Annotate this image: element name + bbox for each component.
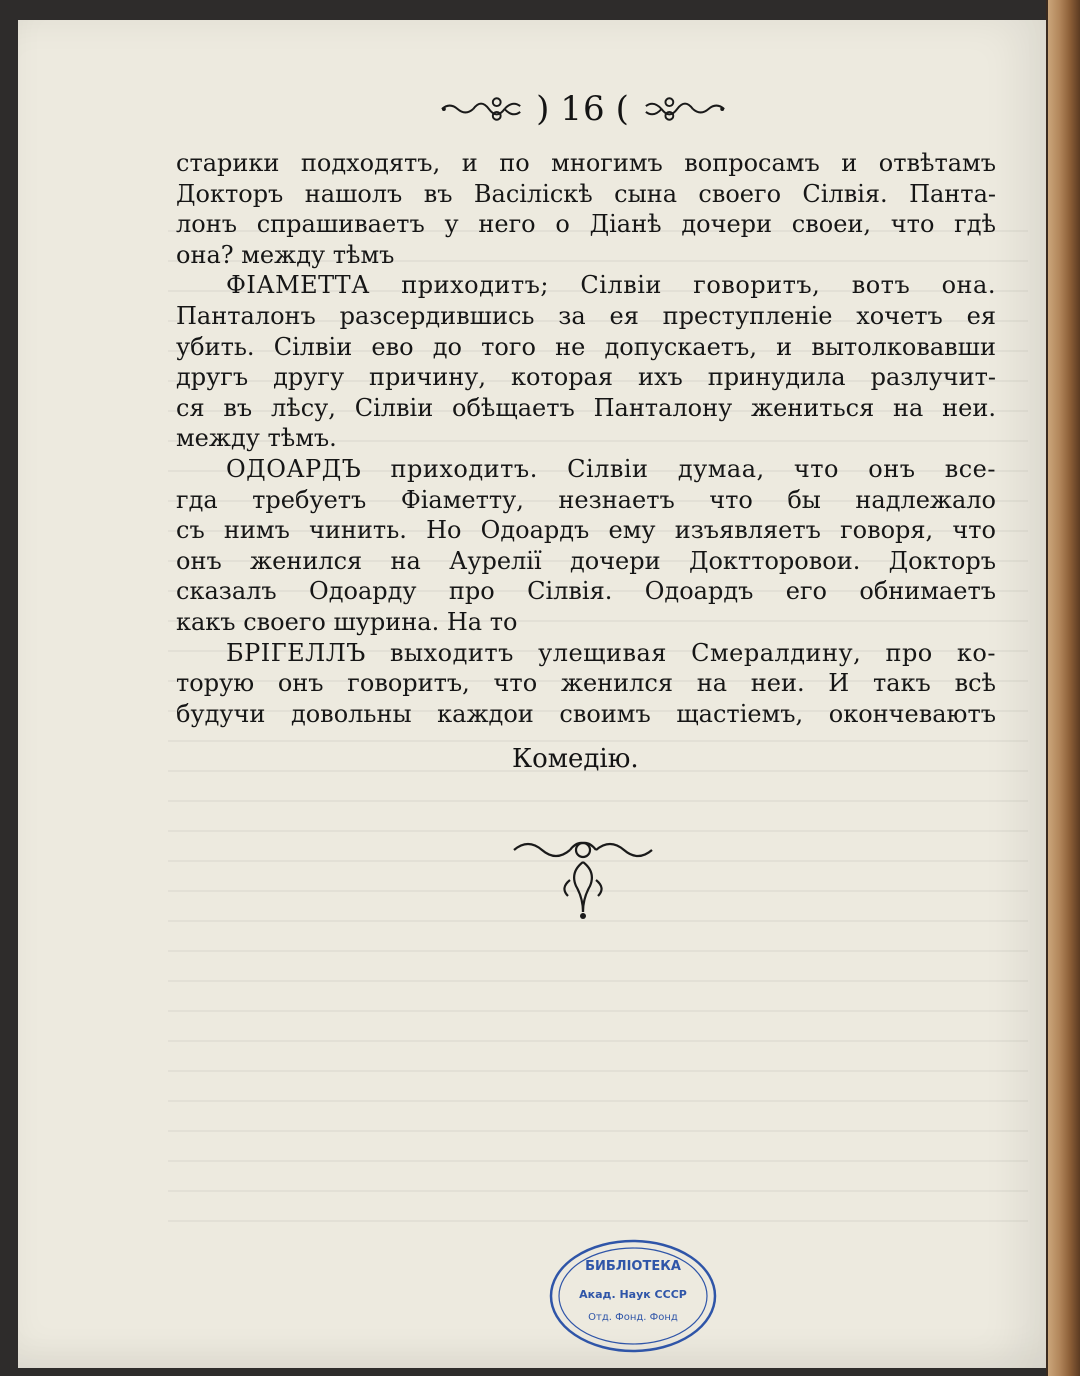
text-line: гда требуетъ Фіаметту, незнаетъ что бы надлежало xyxy=(176,485,996,514)
tailpiece-ornament-icon xyxy=(508,832,658,922)
page-header xyxy=(438,86,728,132)
left-ornament-icon xyxy=(438,92,526,126)
text-line: ФІАМЕТТА приходитъ; Сілвіи говоритъ, вотъ она. xyxy=(226,271,996,300)
text-line: другъ другу причину, которая ихъ принудила разлучит- xyxy=(176,363,996,392)
text-line: будучи довольны каждои своимъ щастіемъ, окончеваютъ xyxy=(176,699,996,728)
text-line: Докторъ нашолъ въ Васіліскѣ сына своего Сілвія. Панта- xyxy=(176,179,996,208)
paragraph-3 xyxy=(176,454,996,638)
library-stamp xyxy=(546,1236,720,1356)
text-line: онъ женился на Аурелії дочери Доктторовои. Докторъ xyxy=(176,546,996,575)
book-spine xyxy=(1048,0,1080,1376)
right-ornament-icon xyxy=(640,92,728,126)
text-line: съ нимъ чинить. Но Одоардъ ему изъявляетъ говоря, что xyxy=(176,516,996,545)
text-line: убить. Сілвіи ево до того не допускаетъ, и вытолковавши xyxy=(176,332,996,361)
text-line: ся въ лѣсу, Сілвіи обѣщаетъ Панталону жениться на неи. xyxy=(176,393,996,422)
text-line: какъ своего шурина. На то xyxy=(176,607,518,636)
stamp-line-1: БИБЛІОТЕКА xyxy=(585,1259,681,1274)
text-line: она? между тѣмъ xyxy=(176,240,395,269)
text-line: лонъ спрашиваетъ у него о Діанѣ дочери своеи, что гдѣ xyxy=(176,210,996,239)
stamp-line-3: Отд. Фонд. Фонд xyxy=(588,1312,678,1323)
text-line: торую онъ говоритъ, что женился на неи. И такъ всѣ xyxy=(176,669,996,698)
paragraph-1 xyxy=(176,148,996,270)
ending-word: Комедію. xyxy=(512,744,639,774)
body-text xyxy=(176,148,996,729)
book-page xyxy=(18,20,1048,1368)
text-line: сказалъ Одоарду про Сілвія. Одоардъ его обнимаетъ xyxy=(176,577,996,606)
text-line: старики подходятъ, и по многимъ вопросамъ и отвѣтамъ xyxy=(176,149,996,177)
text-line: между тѣмъ. xyxy=(176,424,337,453)
text-line: ОДОАРДЪ приходитъ. Сілвіи думаа, что онъ все- xyxy=(226,454,996,483)
header-right-bracket: ( xyxy=(615,89,630,129)
paragraph-2 xyxy=(176,270,996,454)
stamp-line-2: Акад. Наук СССР xyxy=(579,1288,687,1301)
header-left-bracket: ) xyxy=(536,89,551,129)
paragraph-4 xyxy=(176,638,996,730)
text-line: БРІГЕЛЛЪ выходитъ улещивая Смералдину, про ко- xyxy=(226,638,996,667)
page-number: 16 xyxy=(560,89,606,129)
text-line: Панталонъ разсердившись за ея преступленіе хочетъ ея xyxy=(176,301,996,330)
